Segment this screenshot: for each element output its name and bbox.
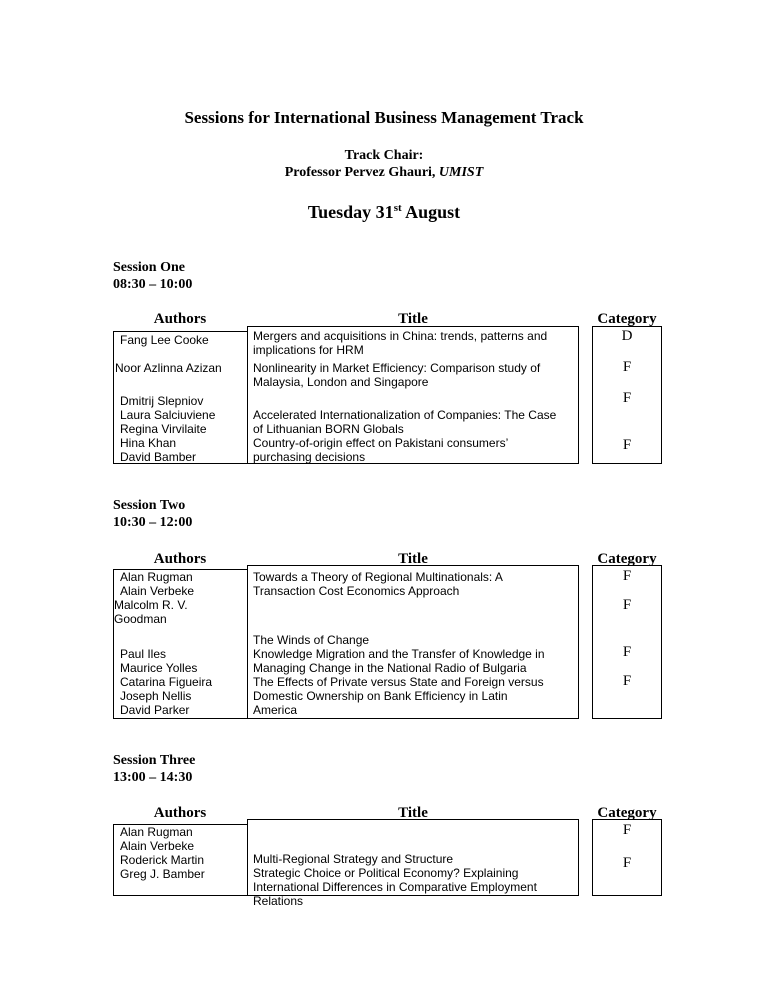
author-name: Goodman [114,612,167,626]
session-one-title-header: Title [398,311,428,327]
paper-title-line: of Lithuanian BORN Globals [253,422,404,436]
track-chair-name [0,165,768,181]
session-two-title-header: Title [398,551,428,567]
category-value: F [622,390,632,406]
authors-left-rule [113,331,114,464]
authors-left-rule [113,569,114,719]
author-name: Regina Virvilaite [120,422,207,436]
author-name: Greg J. Bamber [120,867,205,881]
paper-title-line: Accelerated Internationalization of Companies: The Case [253,408,557,422]
author-name: David Bamber [120,450,197,464]
document-title: Sessions for International Business Management Track [184,108,584,127]
paper-title-line: Multi-Regional Strategy and Structure [253,852,454,866]
author-name: Catarina Figueira [120,675,213,689]
day-suffix: August [401,202,461,222]
session-two-category-box [592,565,662,719]
author-name: Malcolm R. V. [114,598,188,612]
session-two-authors-header: Authors [153,551,207,567]
authors-bottom-rule [113,718,247,719]
paper-title-line: Nonlinearity in Market Efficiency: Comparison study of [253,361,541,375]
paper-title-line: Transaction Cost Economics Approach [253,584,460,598]
session-one-time: 08:30 – 10:00 [113,277,193,292]
paper-title-line: International Differences in Comparative Employment [253,880,537,894]
category-value: F [622,597,632,613]
category-value: D [621,328,633,344]
author-name: Fang Lee Cooke [120,333,209,347]
session-two-time: 10:30 – 12:00 [113,515,193,530]
paper-title-line: The Winds of Change [253,633,370,647]
day-prefix: Tuesday 31 [307,202,394,222]
chair-name-text: Professor Pervez Ghauri, [284,165,439,180]
category-value: F [622,437,632,453]
session-three-name: Session Three [113,753,196,768]
authors-bottom-rule [113,895,247,896]
paper-title-line: Managing Change in the National Radio of Bulgaria [253,661,527,675]
category-value: F [622,855,632,871]
author-name: Alain Verbeke [120,839,195,853]
paper-title-line: Relations [253,894,304,908]
paper-title-line: Knowledge Migration and the Transfer of Knowledge in [253,647,545,661]
paper-title-line: Towards a Theory of Regional Multinationals: A [253,570,503,584]
paper-title-line: Malaysia, London and Singapore [253,375,429,389]
chair-affiliation: UMIST [438,165,484,180]
session-one-authors-header: Authors [153,311,207,327]
session-three-title-header: Title [398,805,428,821]
paper-title-line: purchasing decisions [253,450,366,464]
paper-title-line: America [253,703,298,717]
authors-left-rule [113,824,114,896]
session-three-time: 13:00 – 14:30 [113,770,193,785]
session-two-name: Session Two [113,498,186,513]
day-heading [0,202,768,223]
author-name: Alan Rugman [120,825,193,839]
paper-title-line: The Effects of Private versus State and Foreign versus [253,675,544,689]
paper-title-line: Domestic Ownership on Bank Efficiency in Latin [253,689,508,703]
session-one-category-header: Category [597,311,657,327]
author-name: David Parker [120,703,190,717]
author-name: Alain Verbeke [120,584,195,598]
author-name: Paul Iles [120,647,167,661]
author-name: Maurice Yolles [120,661,198,675]
author-name: Noor Azlinna Azizan [115,361,222,375]
author-name: Dmitrij Slepniov [120,394,204,408]
paper-title-line: implications for HRM [253,343,364,357]
category-value: F [622,644,632,660]
category-value: F [622,359,632,375]
category-value: F [622,568,632,584]
author-name: Alan Rugman [120,570,193,584]
author-name: Laura Salciuviene [120,408,216,422]
session-one-name: Session One [113,260,185,275]
author-name: Hina Khan [120,436,177,450]
day-ordinal: st [393,202,402,214]
category-value: F [622,822,632,838]
author-name: Joseph Nellis [120,689,192,703]
authors-header-rule [113,331,247,332]
paper-title-line: Mergers and acquisitions in China: trends, patterns and [253,329,548,343]
paper-title-line: Country-of-origin effect on Pakistani consumers’ [253,436,509,450]
category-value: F [622,673,632,689]
session-three-authors-header: Authors [153,805,207,821]
paper-title-line: Strategic Choice or Political Economy? Explaining [253,866,519,880]
session-two-category-header: Category [597,551,657,567]
track-chair-label: Track Chair: [344,148,424,163]
session-three-category-header: Category [597,805,657,821]
author-name: Roderick Martin [120,853,205,867]
